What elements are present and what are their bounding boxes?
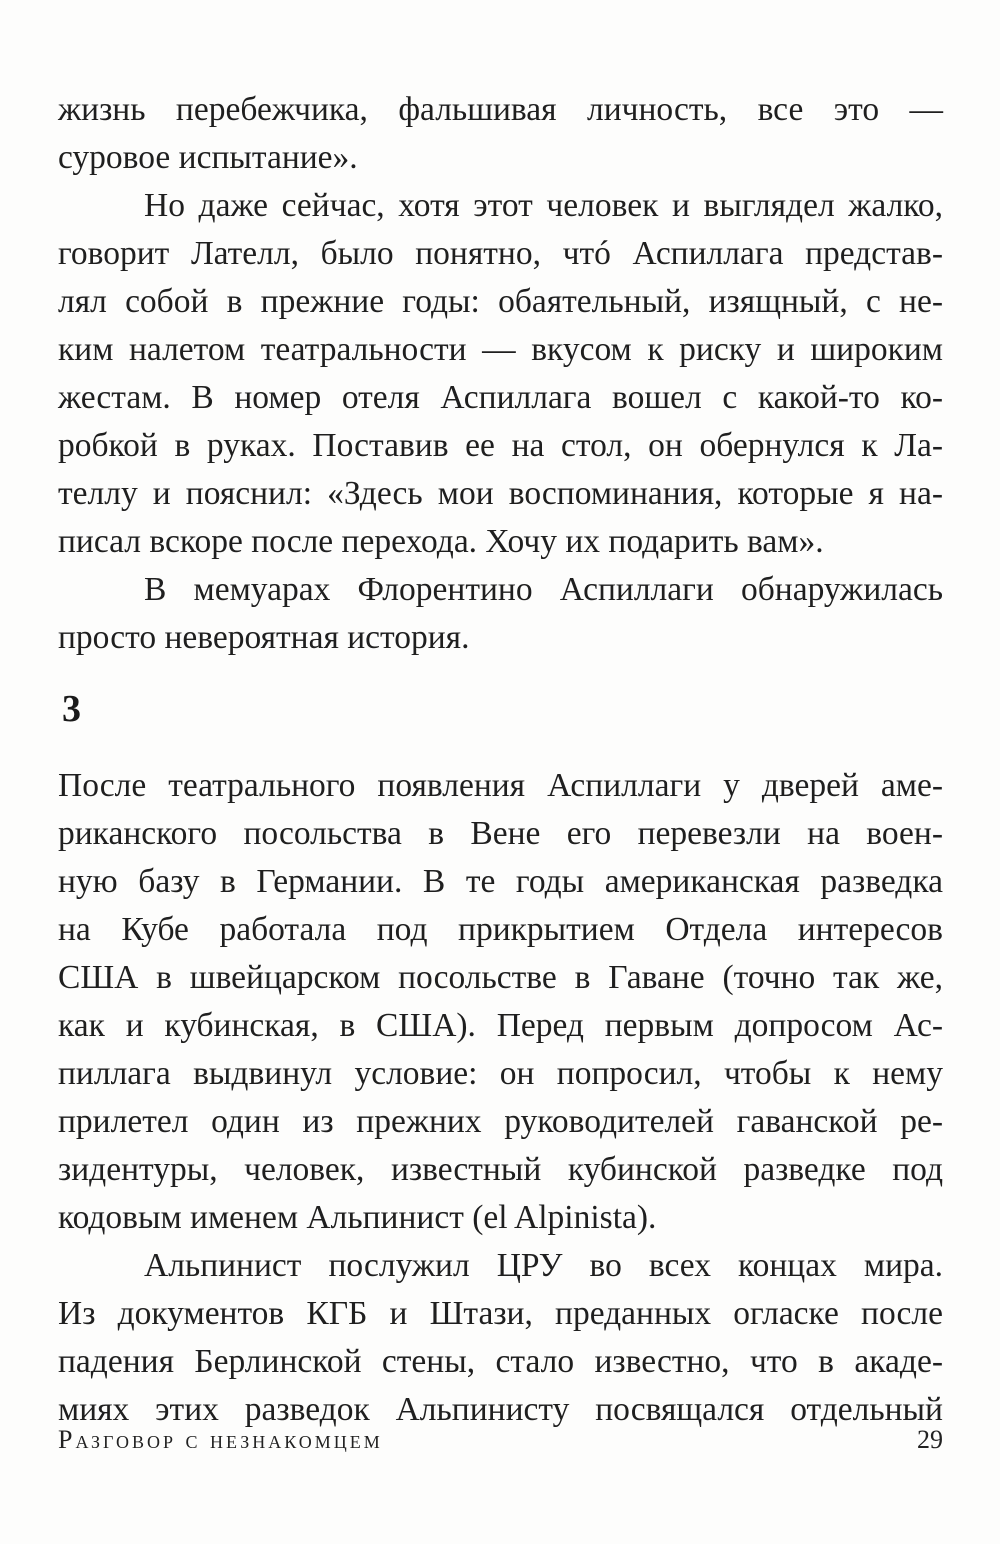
text-line: зидентуры, человек, известный кубинской разведке под [58,1151,943,1188]
text-line: После театрального появления Аспиллаги у дверей аме- [58,767,943,804]
text-line: В мемуарах Флорентино Аспиллаги обнаружилась [144,571,943,608]
section-heading: 3 [62,688,81,730]
text-line: ким налетом театральности — вкусом к риску и широким [58,331,943,368]
text-line: пиллага выдвинул условие: он попросил, чтобы к нему [58,1055,943,1092]
text-line: суровое испытание». [58,139,358,176]
text-line: на Кубе работала под прикрытием Отдела интересов [58,911,943,948]
text-line: теллу и пояснил: «Здесь мои воспоминания, которые я на- [58,475,943,512]
text-line: жестам. В номер отеля Аспиллага вошел с какой-то ко- [58,379,943,416]
text-line: писал вскоре после перехода. Хочу их подарить вам». [58,523,824,560]
text-line: падения Берлинской стены, стало известно, что в акаде- [58,1343,943,1380]
text-line: говорит Лателл, было понятно, чтó Аспиллага представ- [58,235,943,272]
text-line: Но даже сейчас, хотя этот человек и выглядел жалко, [144,187,943,224]
text-line: кодовым именем Альпинист (el Alpinista). [58,1199,657,1236]
text-line: лял собой в прежние годы: обаятельный, изящный, с не- [58,283,943,320]
text-line: жизнь перебежчика, фальшивая личность, все это — [58,91,943,128]
page-number: 29 [917,1425,943,1454]
text-line: робкой в руках. Поставив ее на стол, он обернулся к Ла- [58,427,943,464]
running-title: Разговор с незнакомцем [58,1425,383,1454]
text-line: прилетел один из прежних руководителей гаванской ре- [58,1103,943,1140]
text-line: риканского посольства в Вене его перевезли на воен- [58,815,943,852]
text-line: просто невероятная история. [58,619,470,656]
text-line: Альпинист послужил ЦРУ во всех концах мира. [144,1247,943,1284]
text-line: как и кубинская, в США). Перед первым допросом Ас- [58,1007,943,1044]
text-line: миях этих разведок Альпинисту посвящался отдельный [58,1391,943,1428]
text-line: Из документов КГБ и Штази, преданных огласке после [58,1295,943,1332]
text-line: ную базу в Германии. В те годы американская разведка [58,863,943,900]
text-line: США в швейцарском посольстве в Гаване (точно так же, [58,959,943,996]
